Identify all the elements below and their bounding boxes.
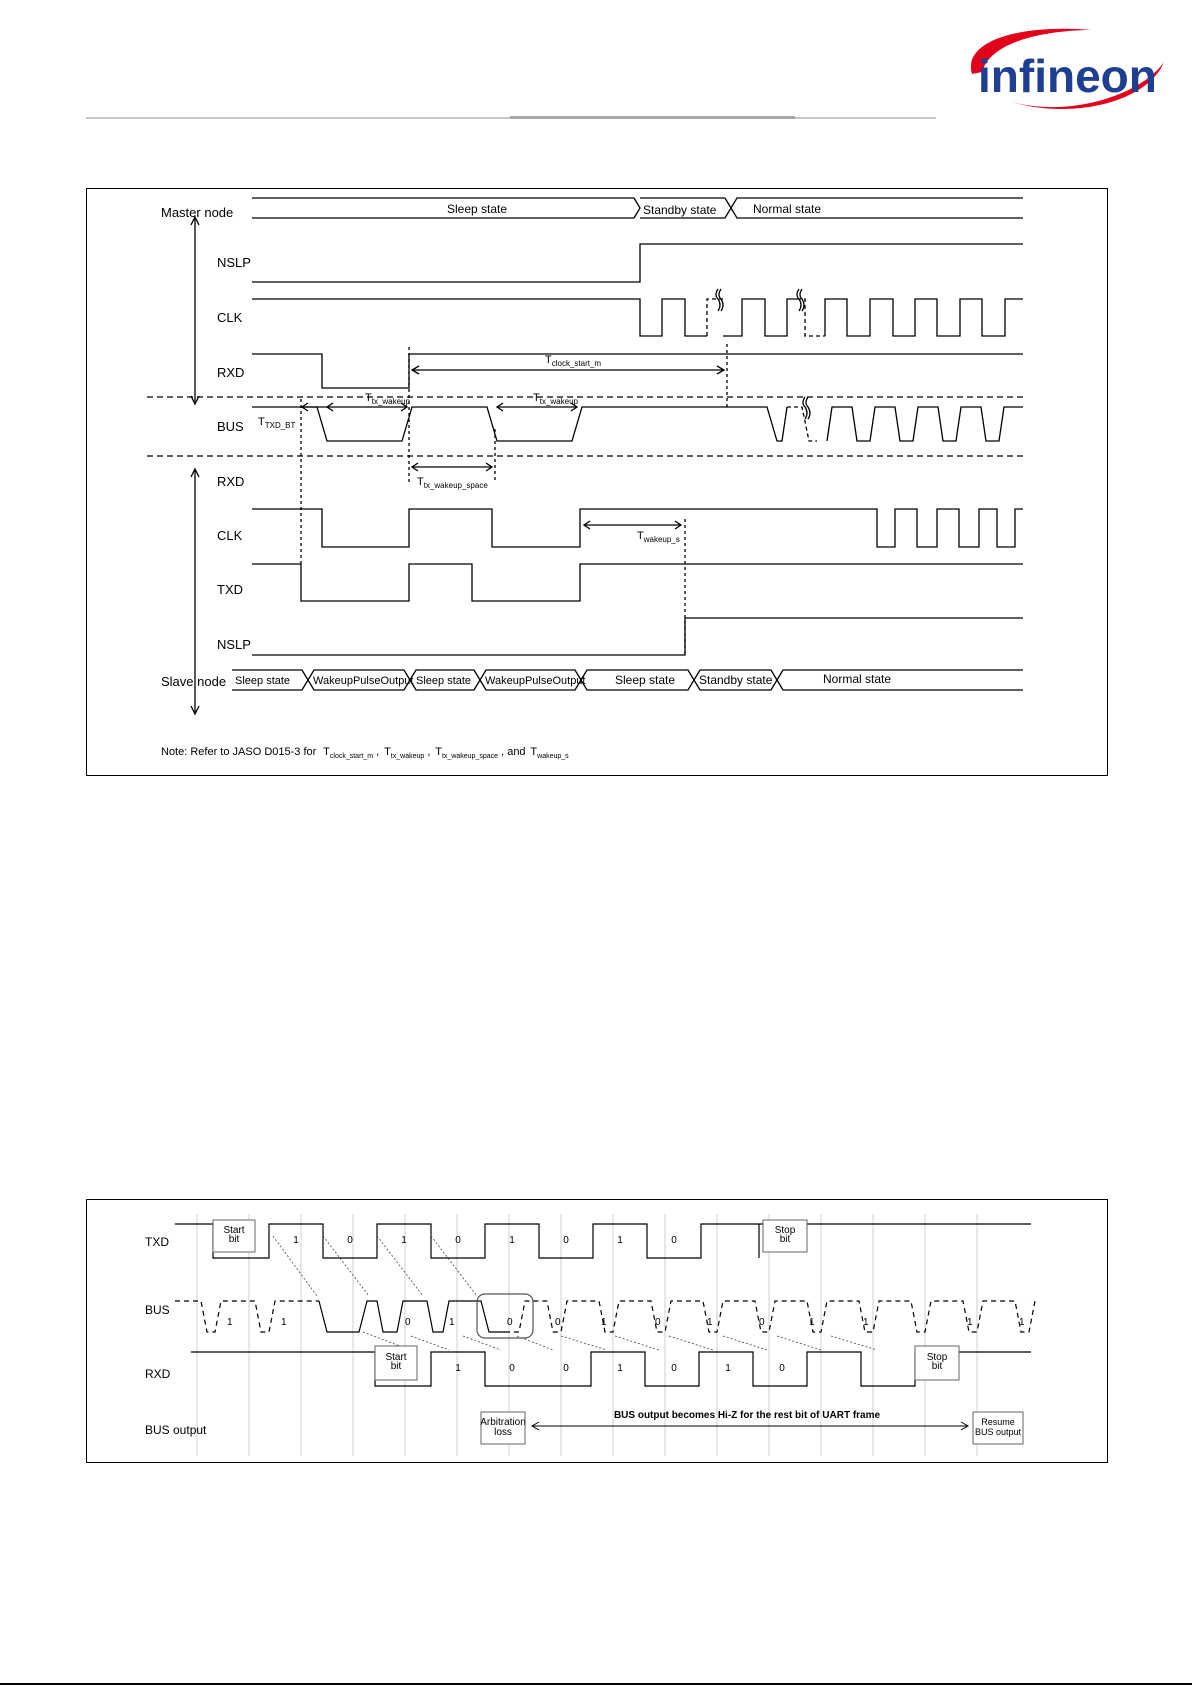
bus-bit-6: 1 [601,1317,607,1328]
bus-bit-2: 0 [405,1317,411,1328]
label-rxd-master: RXD [217,365,245,380]
rxd-bit-5: 0 [671,1363,677,1374]
infineon-logo [952,22,1172,112]
label-nslp-master: NSLP [217,255,251,270]
rxd-bit-4: 1 [617,1363,623,1374]
slave-state-2: Sleep state [416,675,472,687]
bus-bit-8: 1 [707,1317,713,1328]
label-rxd-slave: RXD [217,474,245,489]
arbitration-diagram [86,1199,1108,1463]
label-bus-output: BUS output [145,1423,207,1437]
rxd-bit-1: 1 [455,1363,461,1374]
slave-state-1: WakeupPulseOutput [313,675,414,687]
txd-bit-3: 1 [401,1235,407,1246]
timing-tx-wakeup-space: $T_{tx\_wakeup\_space}$ [417,476,488,490]
timing-tx-wakeup-1: $T_{tx\_wakeup}$ [365,392,410,406]
slave-state-6: Normal state [823,672,892,686]
bus-bit-5: 0 [555,1317,561,1328]
label-slave-node: Slave node [161,674,227,689]
timing-txd-bt: $T_{TXD\_BT}$ [258,416,296,430]
master-state-standby: Standby state [643,203,717,217]
label-bus: BUS [145,1303,170,1317]
slave-state-5: Standby state [699,673,773,687]
label-clk-slave: CLK [217,528,243,543]
header-rule-accent [510,116,795,119]
rxd-bit-2: 0 [509,1363,515,1374]
rxd-bit-7: 0 [779,1363,785,1374]
master-state-sleep: Sleep state [447,202,508,216]
bus-bit-9: 0 [759,1317,765,1328]
txd-bit-2: 0 [347,1235,353,1246]
hiz-label: BUS output becomes Hi-Z for the rest bit of UART frame [613,1410,881,1421]
arbitration-loss-label: Arbitration loss [480,1417,526,1438]
bus-bit-1: 1 [281,1317,287,1328]
label-rxd: RXD [145,1367,171,1381]
rxd-bit-3: 0 [563,1363,569,1374]
label-clk-master: CLK [217,310,243,325]
label-nslp-slave: NSLP [217,637,251,652]
txd-bit-9: Stop bit [774,1225,796,1245]
txd-bit-5: 1 [509,1235,515,1246]
slave-state-4: Sleep state [615,673,676,687]
bus-bit-11: 1 [863,1317,869,1328]
fig1-note: Note: Refer to JASO D015-3 for $T_{clock\_start\_m}$ , $T_{tx\_wakeup}$ , $T_{tx\_wakeup\_space}$ , and $T_{wakeup\_s}$ [161,746,569,760]
bus-bit-0: 1 [227,1317,233,1328]
logo-text: infineon [978,50,1157,102]
bus-bit-7: 0 [655,1317,661,1328]
label-bus: BUS [217,419,244,434]
timing-wakeup-s: $T_{wakeup\_s}$ [637,530,680,544]
txd-bit-8: 0 [671,1235,677,1246]
label-txd-slave: TXD [217,582,243,597]
txd-bit-4: 0 [455,1235,461,1246]
timing-tx-wakeup-2: $T_{tx\_wakeup}$ [533,392,578,406]
rxd-bit-0: Start bit [385,1352,407,1372]
master-state-normal: Normal state [753,202,822,216]
bus-bit-4: 0 [507,1317,513,1328]
txd-bit-1: 1 [293,1235,299,1246]
txd-bit-6: 0 [563,1235,569,1246]
resume-bus-output-label: Resume BUS output [974,1417,1022,1437]
label-master-node: Master node [161,205,234,220]
rxd-bit-6: 1 [725,1363,731,1374]
bus-bit-12: 1 [967,1317,973,1328]
rxd-bit-8: Stop bit [926,1352,948,1372]
wakeup-timing-diagram [86,188,1108,776]
bus-bit-13: 1 [1019,1317,1025,1328]
txd-bit-7: 1 [617,1235,623,1246]
txd-bit-0: Start bit [223,1225,245,1245]
timing-clock-start-m: $T_{clock\_start\_m}$ [545,354,602,368]
bus-bit-3: 1 [449,1317,455,1328]
slave-state-0: Sleep state [235,675,291,687]
slave-state-3: WakeupPulseOutput [485,675,586,687]
bus-bit-10: 1 [809,1317,815,1328]
label-txd: TXD [145,1235,169,1249]
